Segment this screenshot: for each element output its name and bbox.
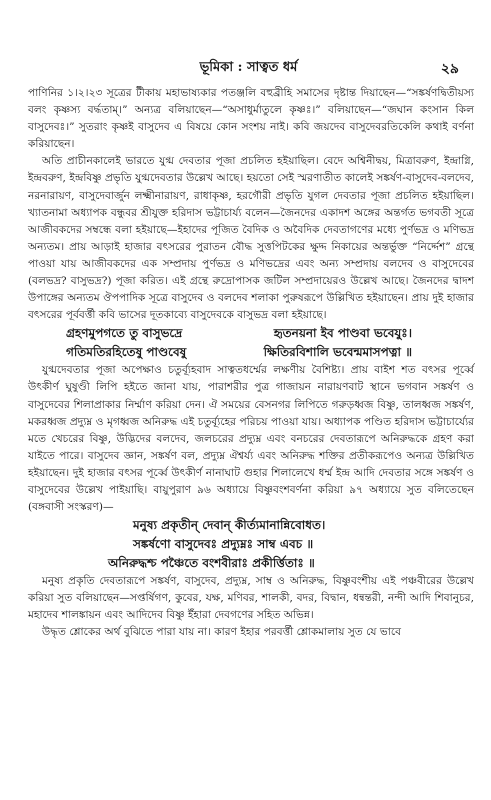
verse-2-line-1: মনুষ্য প্রকৃতীন্‌ দেবান্‌ কীর্ত্যমানান্নিবোধত। xyxy=(133,518,326,533)
verse-1-line-1-b: হৃতনয়না ইব পাণ্ডবা ভবেযুঃ। xyxy=(273,326,412,341)
verse-2-line-3: অনিরুদ্ধশ্চ পঞ্চৈতে বংশবীরাঃ প্রকীর্ত্তিতাঃ ॥ xyxy=(108,556,315,571)
page-header xyxy=(28,58,469,80)
page-number: ২৯ xyxy=(440,61,459,77)
running-head: ভূমিকা : সাত্বত ধর্ম xyxy=(199,60,298,75)
paragraph-5: উদ্ধৃত শ্লোকের অর্থ বুঝিতে পারা যায় না। কারণ ইহার পরবর্ত্তী শ্লোকমালায় সুত যে ভাবে xyxy=(42,626,402,639)
paragraph-3: যুগ্মদেবতার পূজা অপেক্ষাও চতুর্ব্যূহবাদ সাত্বতধর্ম্মের লক্ষণীয় বৈশিষ্ট্য। প্রায় বাইশ শত বৎসর পূর্ব্বে উৎকীর্ণ ঘুষুণ্ডী লিপি হইতে জানা যায়, পারাশরীর পুত্র গাজায়ন নারায়ণবাট স্থানে ভগবান সঙ্কর্ষণ ও বাসুদেবের শিলাপ্রাকার নির্ম্মাণ করিয়া দেন। ঐ সময়ের বেসনগর লিপিতে গরুড়ধ্বজ বিষ্ণু, তালধ্বজ সঙ্কর্ষণ, মকরধ্বজ প্রদ্যুম্ন ও মৃগধ্বজ অনিরুদ্ধ এই চতুর্ব্যূহের পরিচয় পাওয়া যায়। অধ্যাপক পণ্ডিত হরিদাস ভট্টাচার্য্যের মতে খেচরের বিষ্ণু, উদ্ভিদের বলদেব, জলচরের প্রদ্যুম্ন এবং বনচরের দেবতারূপে অনিরুদ্ধকে গ্রহণ করা যাইতে পারে। বাসুদেব জ্ঞান, সঙ্কর্ষণ বল, প্রদ্যুম্ন ঐশ্বর্য্য এবং অনিরুদ্ধ শক্তির প্রতীকরূপেও অন্যত্র উল্লিখিত হইয়াছেন। দুই হাজার বৎসর পূর্ব্বে উৎকীর্ণ নানাঘাট গুহার শিলালেখে ধর্ম্ম ইন্দ্র আদি দেবতার সঙ্গে সঙ্কর্ষণ ও বাসুদেবের উল্লেখ পাইয়াছি। বায়ুপুরাণ ৯৬ অধ্যায়ে বিষ্ণুবংশবর্ণনা করিয়া ৯৭ অধ্যায়ে সুত বলিতেছেন (বঙ্গবাসী সংস্করণ)— xyxy=(28,364,474,514)
page-body xyxy=(28,85,474,642)
verse-block-2 xyxy=(28,516,474,573)
paragraph-4: মনুষ্য প্রকৃতি দেবতারূপে সঙ্কর্ষণ, বাসুদেব, প্রদ্যুম্ন, সাম্ব ও অনিরুদ্ধ, বিষ্ণুবংশীয় এই পঞ্চবীরের উল্লেখ করিয়া সুত বলিয়াছেন—সপ্তর্ষিগণ, কুবের, যক্ষ, মণিবর, শালকী, বদর, বিদ্বান, ধন্বন্তরী, নন্দী আদি শিবানুচর, মহাদেব শালঙ্কায়ন এবং আদিদেব বিষ্ণু ইঁহারা দেবগণের সহিত অভিন্ন। xyxy=(28,575,474,622)
verse-1-line-1-a: গ্রহণমুপগতে তু বাসুভদ্রে xyxy=(66,326,183,341)
verse-1-line-1 xyxy=(28,324,474,343)
paragraph-1: পাণিনির ১।২।২৩ সূত্রের টীকায় মহাভাষ্যকার পতঞ্জলি বহুব্রীহি সমাসের দৃষ্টান্ত দিয়াছেন—“সঙ্কর্ষণদ্বিতীয়স্য বলং কৃষ্ণস্য বর্দ্ধতাম্‌।” অন্যত্র বলিয়াছেন—“অসাধুর্মাতুলে কৃষ্ণঃ।” বলিয়াছেন—“জঘান কংসান কিল বাসুদেবঃ।” সুতরাং কৃষ্ণই বাসুদেব এ বিষয়ে কোন সংশয় নাই। কবি জয়দেব বাসুদেবরতিকেলি কথাই বর্ণনা করিয়াছেন। xyxy=(28,87,474,151)
verse-1-line-2-b: ক্ষিতিরবিশালি ভবেন্মমাসপত্না ॥ xyxy=(263,345,412,360)
verse-2-line-2: সঙ্কর্ষণো বাসুদেবঃ প্রদ্যুম্নঃ সাম্ব এবচ ॥ xyxy=(133,537,314,552)
paragraph-2: অতি প্রাচীনকালেই ভারতে যুগ্ম দেবতার পূজা প্রচলিত হইয়াছিল। বেদে অশ্বিনীদ্বয়, মিত্রাবরুণ, ইন্দ্রাগ্নি, ইন্দ্রবরুণ, ইন্দ্রবিষ্ণু প্রভৃতি যুগ্মদেবতার উল্লেখ আছে। হয়তো সেই স্মরণাতীত কালেই সঙ্কর্ষণ-বাসুদেব-বলদেব, নরনারায়ণ, বাসুদেবার্জুন লক্ষ্মীনারায়ণ, রাধাকৃষ্ণ, হরগৌরী প্রভৃতি যুগল দেবতার পূজা প্রচলিত হইয়াছিল। খ্যাতনামা অধ্যাপক বন্ধুবর শ্রীযুক্ত হরিদাস ভট্টাচার্য্য বলেন—জৈনদের একাদশ অঙ্গের অন্তর্গত ভগবতী সূত্রে আজীবকদের সম্বন্ধে বলা হইয়াছে—ইহাদের পূজিত বৈদিক ও অবৈদিক দেবতাগণের মধ্যে পুর্ণভদ্র ও মণিভদ্র অন্যতম। প্রায় আড়াই হাজার বৎসরের পুরাতন বৌদ্ধ সুত্তপিটকের ক্ষুদ্দ নিকায়ের অন্তর্ভুক্ত “নির্দ্দেশ” গ্রন্থে পাওয়া যায় আজীবকদের এক সম্প্রদায় পুর্ণভদ্র ও মণিভদ্রের এবং অন্য সম্প্রদায় বলদেব ও বাসুদেবের (বলভদ্র? বাসুভদ্র?) পূজা করিত। এই গ্রন্থে রুদ্রোপাসক জটিল সম্প্রদায়েরও উল্লেখ আছে। জৈনদের দ্বাদশ উপাঙ্গের অন্যতম ঔপপাদিক সূত্রে বাসুদেব ও বলদেব শলাকা পুরুষরূপে উল্লিখিত হইয়াছেন। প্রায় দুই হাজার বৎসরের পূর্ববর্ত্তী কবি ভাসের দূতকাব্যে বাসুদেবকে বাসুভদ্র বলা হইয়াছে। xyxy=(28,155,474,322)
verse-1-line-2-a: গতিমতিরহিতেষু পাণ্ডবেষু xyxy=(66,345,187,360)
verse-block-1 xyxy=(28,324,474,362)
verse-1-line-2 xyxy=(28,343,474,362)
